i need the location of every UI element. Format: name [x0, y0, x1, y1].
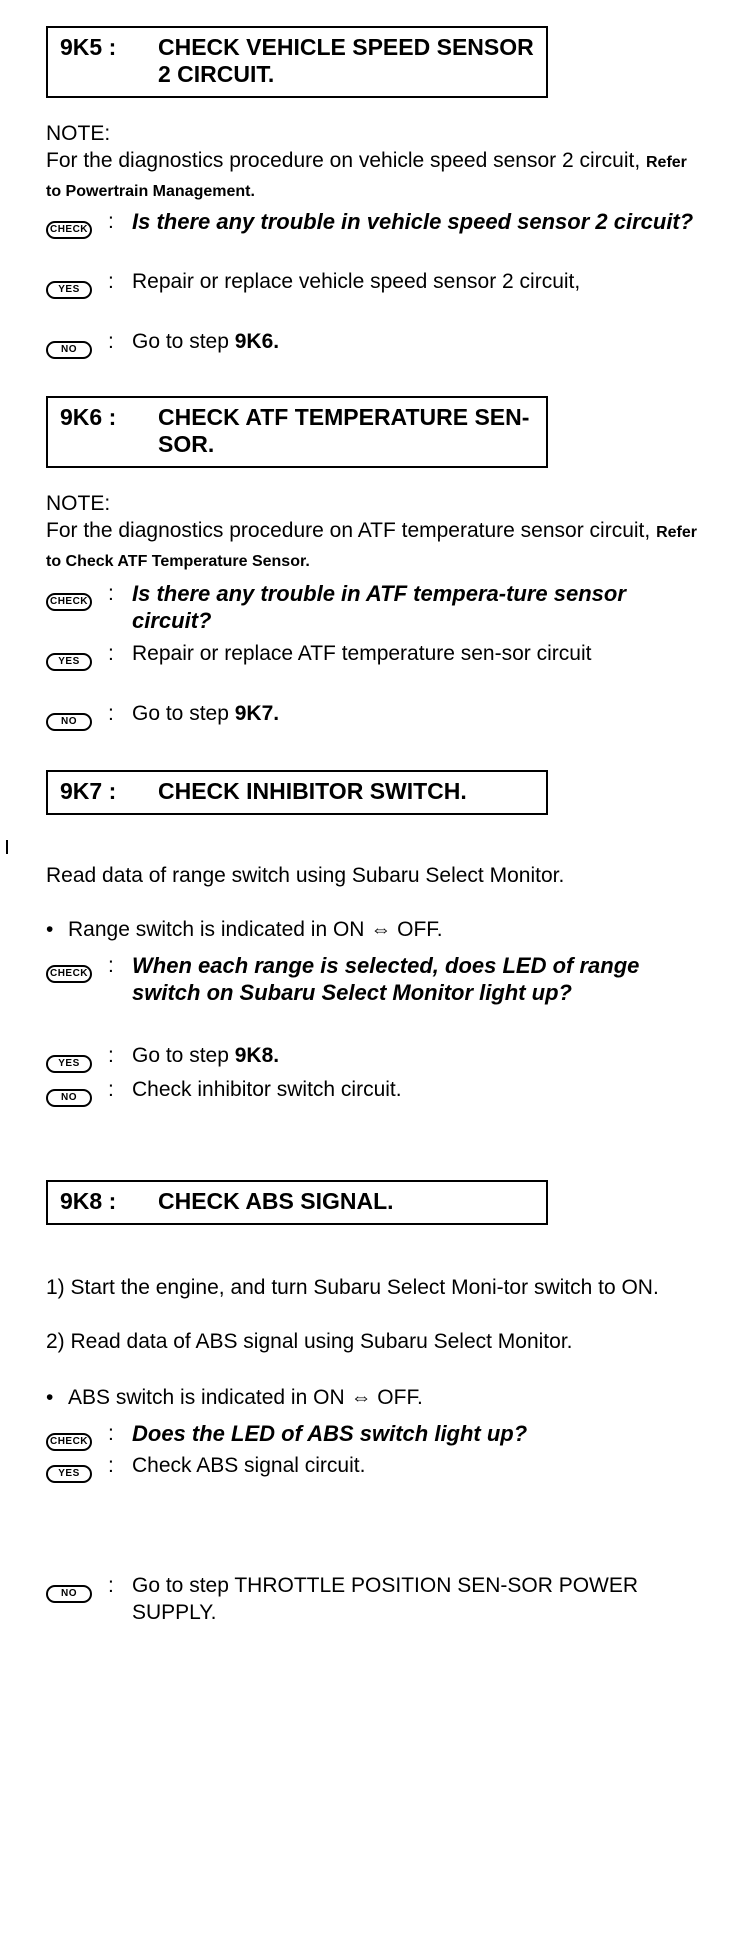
- colon: :: [108, 270, 114, 293]
- step-ref: 9K7.: [234, 702, 280, 725]
- check-row: [46, 208, 710, 239]
- colon: :: [108, 1574, 114, 1597]
- no-answer-text: Go to step: [132, 702, 229, 725]
- colon: :: [108, 954, 114, 977]
- procedure-step-1: 1) Start the engine, and turn Subaru Select Moni-tor switch to ON.: [46, 1276, 659, 1299]
- procedure-step-2: 2) Read data of ABS signal using Subaru Select Monitor.: [46, 1330, 573, 1353]
- yes-row: [46, 1452, 710, 1483]
- no-answer: [132, 328, 710, 359]
- reference-link: Refer to Check ATF Temperature Sensor.: [46, 524, 697, 570]
- yes-badge: YES: [46, 1055, 92, 1073]
- step-title: CHECK ABS SIGNAL.: [158, 1188, 394, 1214]
- colon: :: [108, 1044, 114, 1067]
- colon: :: [108, 1454, 114, 1477]
- step-ref: 9K6.: [234, 330, 280, 353]
- step-title: CHECK ATF TEMPERATURE SEN-SOR.: [158, 404, 530, 457]
- bullet-text: ABS switch is indicated in ON ⇔ OFF.: [68, 1386, 423, 1409]
- colon: :: [108, 1422, 114, 1445]
- check-badge: CHECK: [46, 593, 92, 611]
- bullet-text: Range switch is indicated in ON ⇔ OFF.: [68, 918, 443, 941]
- no-row: [46, 1076, 710, 1107]
- step-header-9k5: [46, 26, 548, 98]
- procedure-text: Read data of range switch using Subaru Select Monitor.: [46, 864, 565, 887]
- note-text: [46, 517, 706, 575]
- yes-row: [46, 268, 710, 299]
- check-question: Does the LED of ABS switch light up?: [132, 1421, 528, 1446]
- colon: :: [108, 1078, 114, 1101]
- bullet-item: [46, 1384, 706, 1411]
- note-label: NOTE:: [46, 122, 111, 145]
- bullet-dot: •: [46, 1386, 54, 1409]
- note-body: For the diagnostics procedure on vehicle speed sensor 2 circuit,: [46, 149, 641, 172]
- check-row: [46, 580, 710, 634]
- check-badge: CHECK: [46, 965, 92, 983]
- check-badge: CHECK: [46, 1433, 92, 1451]
- note-label: NOTE:: [46, 492, 111, 515]
- yes-answer: [132, 1042, 710, 1073]
- no-answer: Check inhibitor switch circuit.: [132, 1078, 402, 1101]
- note-text: [46, 147, 706, 205]
- no-answer: Go to step THROTTLE POSITION SEN-SOR POWER SUPPLY.: [132, 1574, 639, 1624]
- reference-link: Refer to Powertrain Management.: [46, 154, 687, 200]
- no-row: [46, 700, 710, 731]
- step-header-9k8: [46, 1180, 548, 1225]
- no-badge: NO: [46, 1585, 92, 1603]
- no-badge: NO: [46, 341, 92, 359]
- check-row: [46, 1420, 710, 1451]
- colon: :: [108, 642, 114, 665]
- step-header-9k6: [46, 396, 548, 468]
- bullet-item: [46, 916, 706, 943]
- colon: :: [108, 702, 114, 725]
- yes-row: [46, 640, 710, 671]
- no-row: [46, 1572, 710, 1626]
- colon: :: [108, 210, 114, 233]
- check-badge: CHECK: [46, 221, 92, 239]
- step-title: CHECK INHIBITOR SWITCH.: [158, 778, 467, 804]
- check-question: Is there any trouble in vehicle speed sensor 2 circuit?: [132, 209, 694, 234]
- yes-badge: YES: [46, 1465, 92, 1483]
- yes-answer: Repair or replace ATF temperature sen-sor circuit: [132, 642, 592, 665]
- step-code: 9K7 :: [60, 778, 117, 804]
- bullet-dot: •: [46, 918, 54, 941]
- step-header-9k7: [46, 770, 548, 815]
- step-code: 9K5 :: [60, 34, 117, 60]
- yes-row: [46, 1042, 710, 1073]
- note-body: For the diagnostics procedure on ATF temperature sensor circuit,: [46, 519, 651, 542]
- no-row: [46, 328, 710, 359]
- yes-answer: Check ABS signal circuit.: [132, 1454, 366, 1477]
- no-answer-text: Go to step: [132, 330, 229, 353]
- no-answer: [132, 700, 710, 731]
- step-code: 9K8 :: [60, 1188, 117, 1214]
- step-title: CHECK VEHICLE SPEED SENSOR 2 CIRCUIT.: [158, 34, 534, 87]
- check-row: [46, 952, 710, 1006]
- step-code: 9K6 :: [60, 404, 117, 430]
- colon: :: [108, 330, 114, 353]
- yes-answer-text: Go to step: [132, 1044, 229, 1067]
- margin-mark: [6, 840, 8, 854]
- no-badge: NO: [46, 1089, 92, 1107]
- step-ref: 9K8.: [234, 1044, 280, 1067]
- yes-badge: YES: [46, 281, 92, 299]
- check-question: Is there any trouble in ATF tempera-ture sensor circuit?: [132, 581, 626, 633]
- no-badge: NO: [46, 713, 92, 731]
- colon: :: [108, 582, 114, 605]
- yes-answer: Repair or replace vehicle speed sensor 2 circuit,: [132, 270, 581, 293]
- yes-badge: YES: [46, 653, 92, 671]
- check-question: When each range is selected, does LED of range switch on Subaru Select Monitor light up?: [132, 953, 640, 1005]
